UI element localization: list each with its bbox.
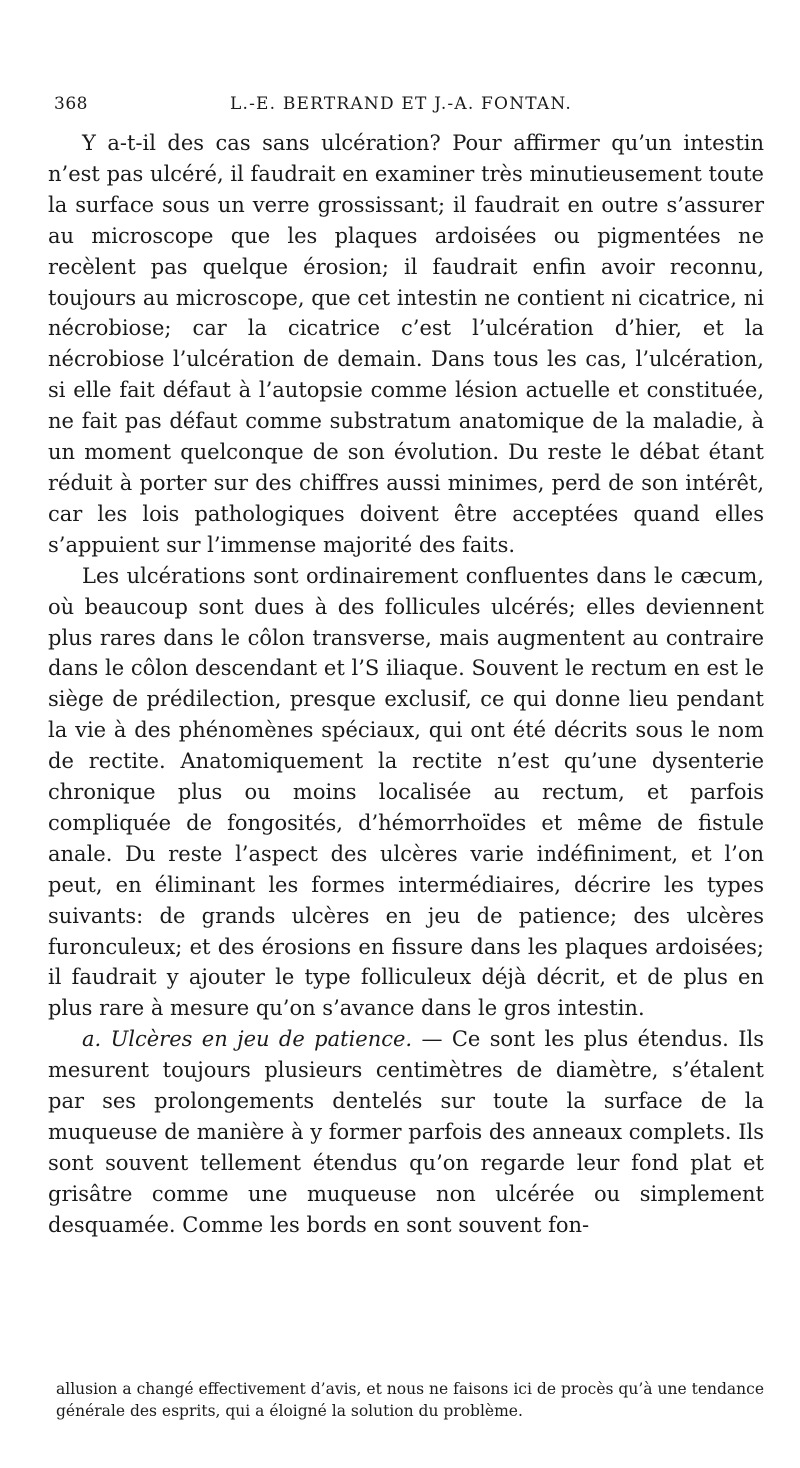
footnote	[56, 1378, 764, 1422]
paragraph-ulceration-distribution: Les ulcérations sont ordinairement confluentes dans le cæcum, où beaucoup sont dues à des follicules ulcérés; elles deviennent plus rares dans le côlon transverse, mais augmentent au contraire dans le côlon descendant et l’S iliaque. Souvent le rectum en est le siège de prédilection, presque exclusif, ce qui donne lieu pendant la vie à des phénomènes spéciaux, qui ont été décrits sous le nom de rectite. Anatomiquement la rectite n’est qu’une dysenterie chronique plus ou moins localisée au rectum, et parfois compliquée de fongosités, d’hémorrhoïdes et même de fistule anale. Du reste l’aspect des ulcères varie indéfiniment, et l’on peut, en éliminant les formes intermédiaires, décrire les types suivants: de grands ulcères en jeu de patience; des ulcères furonculeux; et des érosions en fissure dans les plaques ardoisées; il faudrait y ajouter le type folliculeux déjà décrit, et de plus en plus rare à mesure qu’on s’avance dans le gros intestin.	[48, 563, 764, 1021]
paragraph-ulcers-jeu-de-patience	[48, 1024, 764, 1240]
footnote-text: allusion a changé effectivement d’avis, et nous ne faisons ici de procès qu’à une tendance générale des esprits, qui a éloigné la solution du problème.	[56, 1380, 764, 1420]
running-header	[54, 94, 768, 118]
page-number: 368	[54, 94, 88, 114]
section-a-text: — Ce sont les plus étendus. Ils mesurent toujours plusieurs centimètres de diamètre, s’étalent par ses prolongements dentelés sur toute la surface de la muqueuse de manière à y former parfois des anneaux complets. Ils sont souvent tellement étendus qu’on regarde leur fond plat et grisâtre comme une muqueuse non ulcérée ou simplement desquamée. Comme les bords en sont souvent fon-	[48, 1027, 764, 1237]
section-label-a: a. Ulcères en jeu de patience.	[82, 1027, 413, 1052]
document-page	[48, 0, 768, 1468]
main-text	[48, 128, 764, 1241]
running-header-authors: L.-E. BERTRAND ET J.-A. FONTAN.	[230, 94, 572, 114]
paragraph-ulceration-question: Y a-t-il des cas sans ulcération? Pour affirmer qu’un intestin n’est pas ulcéré, il faudrait en examiner très minutieusement toute la surface sous un verre grossissant; il faudrait en outre s’assurer au microscope que les plaques ardoisées ou pigmentées ne recèlent pas quelque érosion; il faudrait enfin avoir reconnu, toujours au microscope, que cet intestin ne contient ni cicatrice, ni nécrobiose; car la cicatrice c’est l’ulcération d’hier, et la nécrobiose l’ulcération de demain. Dans tous les cas, l’ulcération, si elle fait défaut à l’autopsie comme lésion actuelle et constituée, ne fait pas défaut comme substratum anatomique de la maladie, à un moment quelconque de son évolution. Du reste le débat étant réduit à porter sur des chiffres aussi minimes, perd de son intérêt, car les lois pathologiques doivent être acceptées quand elles s’appuient sur l’immense majorité des faits.	[48, 131, 764, 557]
